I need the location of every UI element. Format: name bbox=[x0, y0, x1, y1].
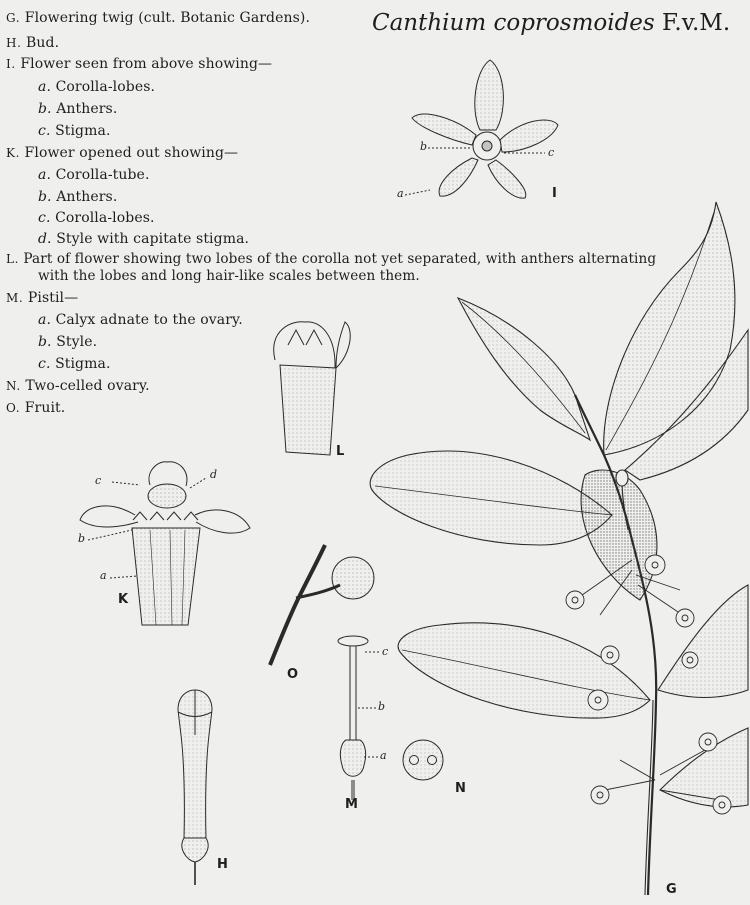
callout-c-figure-m: c bbox=[382, 645, 389, 658]
legend-subitem: a. Corolla-tube. bbox=[38, 167, 150, 183]
figure-h-bud bbox=[178, 690, 212, 885]
callout-d-figure-k: d bbox=[210, 468, 218, 481]
legend-item-g: G. Flowering twig (cult. Botanic Gardens). bbox=[6, 10, 311, 26]
figure-label-l: L bbox=[336, 444, 345, 459]
leaf-upper-left bbox=[458, 298, 590, 440]
figure-m-pistil bbox=[338, 636, 380, 800]
leaf-left-large bbox=[370, 451, 612, 545]
callout-a-figure-i: a bbox=[397, 187, 404, 200]
callout-b-figure-i: b bbox=[420, 140, 428, 153]
figure-label-i: I bbox=[552, 186, 557, 201]
legend-subitem: c. Stigma. bbox=[38, 356, 111, 372]
legend-item-i: I. Flower seen from above showing— bbox=[6, 56, 273, 72]
flower-bud-top bbox=[616, 470, 628, 486]
figure-label-k: K bbox=[118, 592, 129, 607]
legend-subitem: b. Anthers. bbox=[38, 101, 118, 117]
figure-label-o: O bbox=[287, 667, 299, 682]
legend-item-h: H. Bud. bbox=[6, 35, 60, 51]
legend-subitem: d. Style with capitate stigma. bbox=[38, 231, 250, 247]
species-name: Canthium coprosmoides bbox=[372, 10, 655, 36]
figure-label-g: G bbox=[666, 882, 677, 897]
leaf-dark-back bbox=[581, 470, 657, 600]
figure-k-flower-opened bbox=[80, 462, 250, 625]
stigma-top-view bbox=[482, 141, 492, 151]
figure-label-h: H bbox=[217, 857, 228, 872]
leaf-lower-right bbox=[658, 585, 748, 698]
callout-a-figure-k: a bbox=[100, 569, 107, 582]
callout-b-figure-m: b bbox=[378, 700, 386, 713]
figure-label-m: M bbox=[345, 797, 358, 812]
legend-item-m: M. Pistil— bbox=[6, 290, 79, 306]
callout-c-figure-k: c bbox=[95, 474, 102, 487]
figure-l-corolla-part bbox=[274, 322, 351, 455]
figure-g-flowering-twig bbox=[370, 202, 748, 895]
legend-item-k: K. Flower opened out showing— bbox=[6, 145, 239, 161]
callout-a-figure-m: a bbox=[380, 749, 387, 762]
figure-n-ovary bbox=[403, 740, 443, 780]
species-author: F.v.M. bbox=[662, 10, 731, 36]
legend-subitem: c. Stigma. bbox=[38, 123, 111, 139]
legend-subitem: a. Corolla-lobes. bbox=[38, 79, 156, 95]
callout-c-figure-i: c bbox=[548, 146, 555, 159]
plate-title bbox=[372, 10, 730, 36]
legend-item-l: L. Part of flower showing two lobes of the corolla not yet separated, with anthers alternating bbox=[6, 251, 657, 267]
figure-label-n: N bbox=[455, 781, 466, 796]
legend-subitem: a. Calyx adnate to the ovary. bbox=[38, 312, 243, 328]
legend-subitem: b. Style. bbox=[38, 334, 98, 350]
figure-o-fruit bbox=[270, 545, 374, 665]
legend-item-n: N. Two-celled ovary. bbox=[6, 378, 150, 394]
callout-b-figure-k: b bbox=[78, 532, 86, 545]
fruit-berry bbox=[332, 557, 374, 599]
legend-item-l-cont: with the lobes and long hair-like scales between them. bbox=[38, 268, 420, 284]
figure-i-flower-top-view bbox=[405, 60, 558, 198]
legend-subitem: b. Anthers. bbox=[38, 189, 118, 205]
leaf-lower-left bbox=[398, 623, 650, 718]
legend-subitem: c. Corolla-lobes. bbox=[38, 210, 155, 226]
legend-item-o: O. Fruit. bbox=[6, 400, 66, 416]
